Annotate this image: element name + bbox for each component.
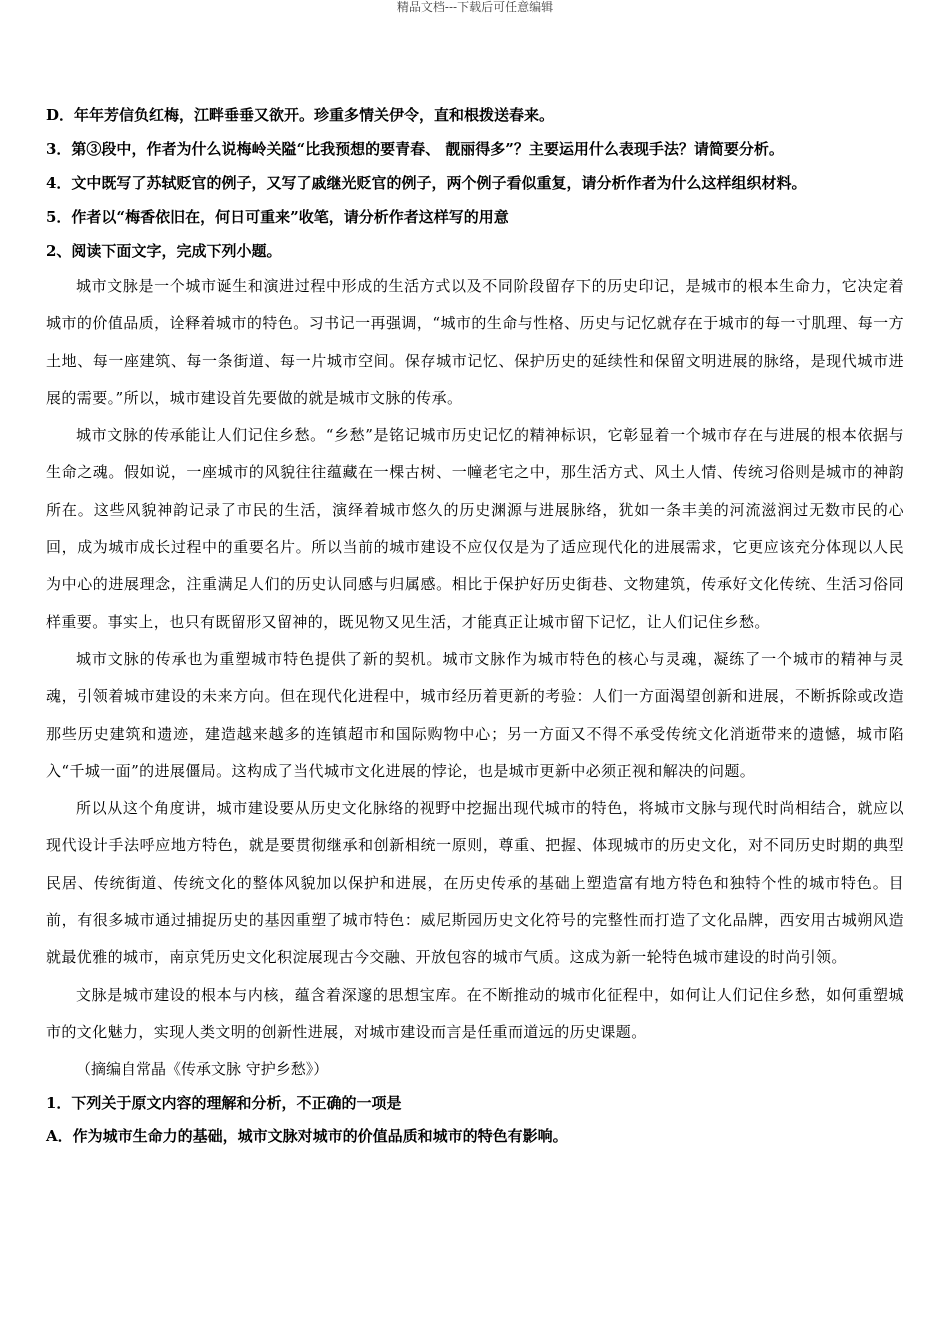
article-paragraph: 所以从这个角度讲，城市建设要从历史文化脉络的视野中挖掘出现代城市的特色，将城市文脉与现代时尚相结合，就应以现代设计手法呼应地方特色，就是要贯彻继承和创新相统一原则，尊重、把握、体现城市的历史文化，对不同历史时期的典型民居、传统街道、传统文化的整体风貌加以保护和进展，在历史传承的基础上塑造富有地方特色和独特个性的城市特色。目前，有很多城市通过捕捉历史的基因重塑了城市特色：威尼斯园历史文化符号的完整性而打造了文化品牌，西安用古城朔风造就最优雅的城市，南京凭历史文化积淀展现古今交融、开放包容的城市气质。这成为新一轮特色城市建设的时尚引领。	[46, 799, 904, 967]
question-item: 4．文中既写了苏轼贬官的例子，又写了戚继光贬官的例子，两个例子看似重复，请分析作者为什么这样组织材料。	[46, 174, 807, 192]
question-item: D．年年芳信负红梅，江畔垂垂又欲开。珍重多情关伊令，直和根拨送春来。	[46, 106, 555, 124]
article-paragraph: 城市文脉的传承能让人们记住乡愁。“乡愁”是铭记城市历史记忆的精神标识，它彰显着一个城市存在与进展的根本依据与生命之魂。假如说，一座城市的风貌往往蕴藏在一棵古树、一幢老宅之中，那生活方式、风土人情、传统习俗则是城市的神韵所在。这些风貌神韵记录了市民的生活，演绎着城市悠久的历史渊源与进展脉络，犹如一条丰美的河流滋润过无数市民的心回，成为城市成长过程中的重要名片。所以当前的城市建设不应仅仅是为了适应现代化的进展需求，它更应该充分体现以人民为中心的进展理念，注重满足人们的历史认同感与归属感。相比于保护好历史街巷、文物建筑，传承好文化传统、生活习俗同样重要。事实上，也只有既留形又留神的，既见物又见生活，才能真正让城市留下记忆，让人们记住乡愁。	[46, 426, 904, 631]
source-citation: （摘编自常晶《传承文脉 守护乡愁》）	[76, 1060, 329, 1079]
section-instruction: 2、阅读下面文字，完成下列小题。	[46, 242, 282, 260]
article-paragraph: 城市文脉的传承也为重塑城市特色提供了新的契机。城市文脉作为城市特色的核心与灵魂，凝练了一个城市的精神与灵魂，引领着城市建设的未来方向。但在现代化进程中，城市经历着更新的考验：人们一方面渴望创新和进展，不断拆除或改造那些历史建筑和遗迹，建造越来越多的连镇超市和国际购物中心；另一方面又不得不承受传统文化消逝带来的遗憾，城市陷入“千城一面”的进展僵局。这构成了当代城市文化进展的悖论，也是城市更新中必须正视和解决的问题。	[46, 649, 904, 780]
answer-option: A．作为城市生命力的基础，城市文脉对城市的价值品质和城市的特色有影响。	[46, 1127, 568, 1146]
article-paragraph: 文脉是城市建设的根本与内核，蕴含着深邃的思想宝库。在不断推动的城市化征程中，如何让人们记住乡愁，如何重塑城市的文化魅力，实现人类文明的创新性进展，对城市建设而言是任重而道远的历史课题。	[46, 985, 904, 1041]
question-item: 1．下列关于原文内容的理解和分析，不正确的一项是	[46, 1094, 402, 1113]
article-paragraph: 城市文脉是一个城市诞生和演进过程中形成的生活方式以及不同阶段留存下的历史印记，是城市的根本生命力，它决定着城市的价值品质，诠释着城市的特色。习书记一再强调，“城市的生命与性格、历史与记忆就存在于城市的每一寸肌理、每一方土地、每一座建筑、每一条街道、每一片城市空间。保存城市记忆、保护历史的延续性和保留文明进展的脉络，是现代城市进展的需要。”所以，城市建设首先要做的就是城市文脉的传承。	[46, 277, 904, 407]
document-body	[46, 98, 904, 1153]
page-header: 精品文档---下载后可任意编辑	[396, 0, 554, 14]
question-item: 3．第③段中，作者为什么说梅岭关隘“比我预想的要青春、 靓丽得多”？主要运用什么表现手法？请简要分析。	[46, 140, 784, 158]
question-item: 5．作者以“梅香依旧在，何日可重来”收笔，请分析作者这样写的用意	[46, 208, 509, 226]
